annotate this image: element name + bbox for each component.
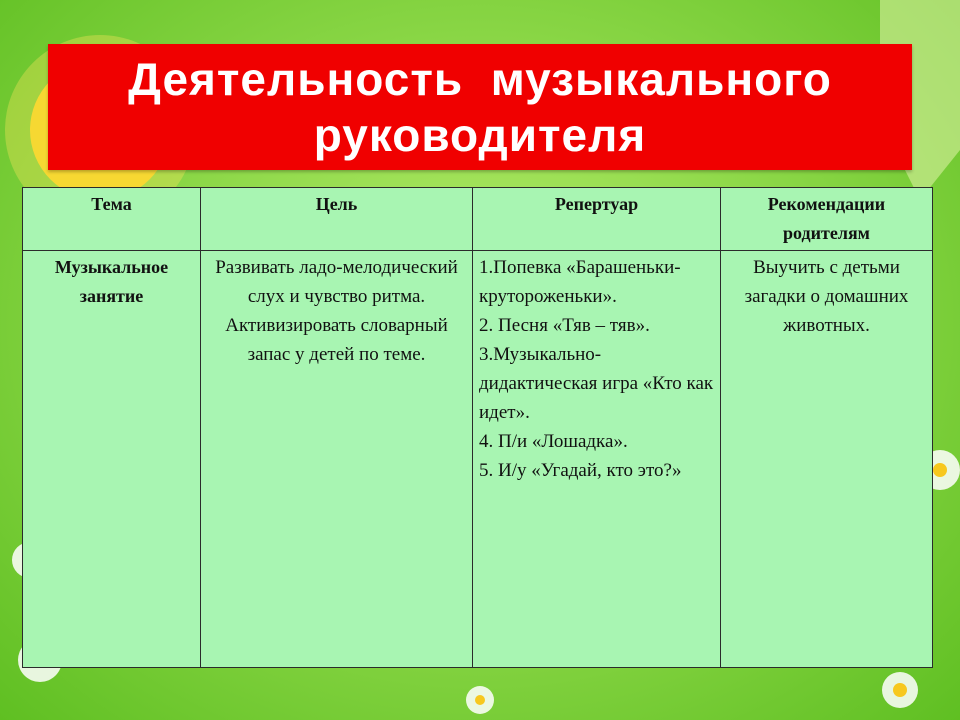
repertoire-item: 3.Музыкально-дидактическая игра «Кто как идет». xyxy=(479,344,714,423)
header-goal: Цель xyxy=(201,188,473,251)
cell-goal: Развивать ладо-мелодический слух и чувство ритма. Активизировать словарный запас у детей по теме. xyxy=(201,251,473,668)
cell-recommendation: Выучить с детьми загадки о домашних животных. xyxy=(721,251,933,668)
repertoire-item: 1.Попевка «Барашеньки-крутороженьки». xyxy=(479,257,681,307)
title-line-2: руководителя xyxy=(313,109,647,161)
repertoire-item: 5. И/у «Угадай, кто это?» xyxy=(479,460,682,481)
repertoire-item: 4. П/и «Лошадка». xyxy=(479,431,628,452)
repertoire-item: 2. Песня «Тяв – тяв». xyxy=(479,315,650,336)
cell-topic: Музыкальное занятие xyxy=(23,251,201,668)
activity-table xyxy=(22,187,933,668)
slide-title xyxy=(48,44,912,170)
title-line-1: Деятельность музыкального xyxy=(128,53,832,105)
header-recommendations: Рекомендации родителям xyxy=(721,188,933,251)
table-row xyxy=(23,251,933,668)
header-topic: Тема xyxy=(23,188,201,251)
table-header-row xyxy=(23,188,933,251)
cell-repertoire xyxy=(473,251,721,668)
header-repertoire: Репертуар xyxy=(473,188,721,251)
